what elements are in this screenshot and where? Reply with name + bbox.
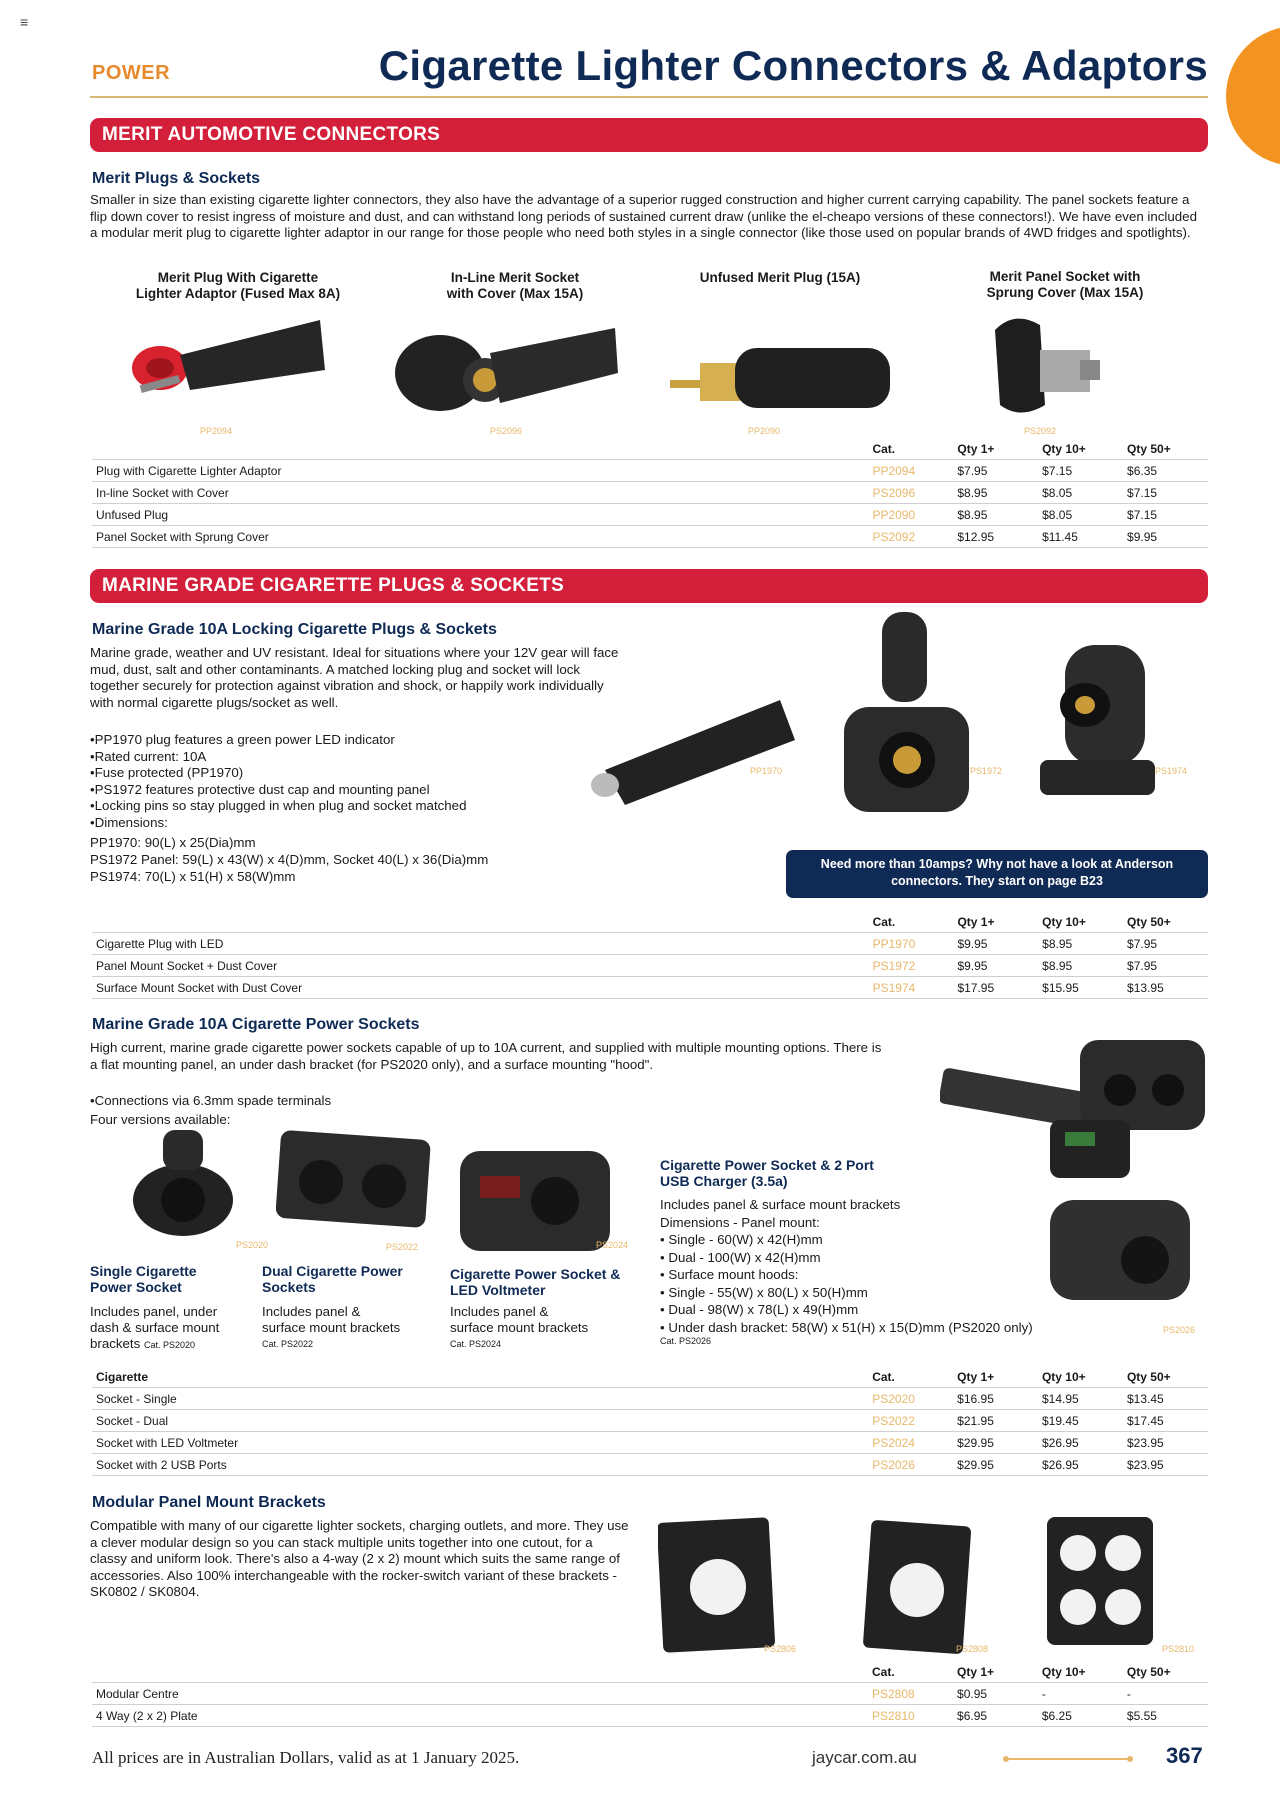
power-price-table (92, 1366, 1208, 1476)
product-caption-ps2092: Merit Panel Socket with Sprung Cover (Max 15A) (986, 269, 1144, 300)
table-row: Unfused Plug PP2090 $8.95 $8.05 $7.15 (92, 504, 1208, 526)
locking-subtitle: Marine Grade 10A Locking Cigarette Plugs & Sockets (92, 621, 497, 638)
power-intro: High current, marine grade cigarette power sockets capable of up to 10A current, and supplied with multiple mounting options. There is a flat mounting panel, an under dash bracket (for PS2020 only), and a surface mounting "hood". (90, 1040, 882, 1072)
table-row: Panel Mount Socket + Dust Cover PS1972 $9.95 $8.95 $7.95 (92, 955, 1208, 977)
modular-subtitle: Modular Panel Mount Brackets (92, 1494, 326, 1511)
list-item: • Connections via 6.3mm spade terminals (90, 1093, 331, 1110)
single-socket-image (128, 1130, 248, 1240)
table-row: Surface Mount Socket with Dust Cover PS1974 $17.95 $15.95 $13.95 (92, 977, 1208, 999)
footer-divider (1006, 1758, 1130, 1760)
code-label-ps1974: PS1974 (1155, 766, 1188, 776)
table-row: Socket - Dual PS2022 $21.95 $19.45 $17.45 (92, 1410, 1208, 1432)
voltmeter-socket-image (455, 1136, 615, 1256)
code-label-ps2808: PS2808 (956, 1644, 989, 1654)
code-label-ps2810: PS2810 (1162, 1644, 1195, 1654)
product-caption-pp2094: Merit Plug With Cigarette Lighter Adaptor (Fused Max 8A) (135, 270, 341, 301)
product-caption-pp2090: Unfused Merit Plug (15A) (699, 270, 861, 285)
code-label-pp2090: PP2090 (748, 426, 781, 436)
table-row: Cigarette Plug with LED PP1970 $9.95 $8.95 $7.95 (92, 933, 1208, 955)
code-label-ps2020: PS2020 (236, 1240, 269, 1250)
versions-label: Four versions available: (90, 1112, 231, 1127)
locking-intro: Marine grade, weather and UV resistant. Ideal for situations where your 12V gear will face mud, dust, salt and other contaminants. A matched locking plug and socket will lock together securely for protection against vibration and shock, or happily work individually with normal cigarette plugs/socket as well. (90, 645, 619, 710)
inline-merit-socket-image (390, 318, 620, 418)
table-header-row: Cat. Qty 1+ Qty 10+ Qty 50+ (872, 1664, 1171, 1679)
title-divider (90, 96, 1208, 98)
code-label-pp2094: PP2094 (200, 426, 233, 436)
item-desc-usb: Includes panel & surface mount brackets Dimensions - Panel mount: • Single - 60(W) x 42(H)mm • Dual - 100(W) x 42(H)mm • Surface mount hoods: • Single - 55(W) x 80(L) x 50(H)mm • Dual - 98(W) x 78(L) x 49(H)mm • Under dash bracket: 58(W) x 51(H) x 15(D)mm (PS2020 only) Cat. PS2026 (660, 1197, 1033, 1346)
table-header-row: Cat. Qty 1+ Qty 10+ Qty 50+ (872, 441, 1171, 456)
table-row: Socket with LED Voltmeter PS2024 $29.95 $26.95 $23.95 (92, 1432, 1208, 1454)
footer-price-note: All prices are in Australian Dollars, valid as at 1 January 2025. (92, 1748, 520, 1767)
code-label-ps2096: PS2096 (490, 426, 523, 436)
list-item: • Locking pins so stay plugged in when plug and socket matched (90, 798, 650, 815)
item-desc-dual: Includes panel & surface mount brackets Cat. PS2022 (262, 1304, 401, 1349)
code-label-ps1972: PS1972 (970, 766, 1003, 776)
list-item: • PS1972 features protective dust cap and mounting panel (90, 782, 650, 799)
unfused-merit-plug-image (670, 318, 900, 418)
code-label-ps2092: PS2092 (1024, 426, 1057, 436)
list-item: • Rated current: 10A (90, 749, 650, 766)
code-label-ps2022: PS2022 (386, 1242, 419, 1252)
page-title: Cigarette Lighter Connectors & Adaptors (378, 42, 1208, 89)
list-item: • Fuse protected (PP1970) (90, 765, 650, 782)
dual-socket-image (276, 1130, 432, 1230)
table-row: Plug with Cigarette Lighter Adaptor PP2094 $7.95 $7.15 $6.35 (92, 460, 1208, 482)
footer-url[interactable]: jaycar.com.au (812, 1748, 917, 1767)
code-label-ps2026: PS2026 (1163, 1325, 1196, 1335)
item-desc-single: Includes panel, under dash & surface mount brackets Cat. PS2020 (90, 1304, 220, 1351)
four-way-plate-image (1045, 1515, 1157, 1650)
surface-socket-image (1040, 645, 1160, 815)
table-header-row: Cigarette Cat. Qty 1+ Qty 10+ Qty 50+ (96, 1369, 1171, 1384)
section-tag: POWER (92, 62, 171, 84)
item-title-dual: Dual Cigarette Power Sockets (262, 1263, 403, 1295)
anderson-callout: Need more than 10amps? Why not have a look at Anderson connectors. They start on page B23 (786, 850, 1208, 898)
table-row: 4 Way (2 x 2) Plate PS2810 $6.95 $6.25 $5.55 (92, 1705, 1208, 1727)
hamburger-icon[interactable]: ≡ (20, 14, 29, 30)
item-desc-voltmeter: Includes panel & surface mount brackets Cat. PS2024 (450, 1304, 589, 1349)
locking-plug-image (585, 690, 800, 810)
marine-banner: MARINE GRADE CIGARETTE PLUGS & SOCKETS (90, 569, 1208, 603)
merit-subtitle: Merit Plugs & Sockets (92, 170, 261, 187)
locking-bullets (90, 732, 650, 831)
page-number: 367 (1166, 1743, 1203, 1768)
merit-plug-adaptor-image (120, 310, 330, 420)
code-label-ps2806: PS2806 (764, 1644, 797, 1654)
locking-price-table (92, 911, 1208, 999)
item-title-usb: Cigarette Power Socket & 2 Port USB Charger (3.5a) (660, 1157, 874, 1189)
modular-intro: Compatible with many of our cigarette lighter sockets, charging outlets, and more. They use a clever modular design so you can stack multiple units together into one cutout, for a classy and uniform look. There's also a 4-way (2 x 2) mount which suits the same range of accessories. Also 100% interchangeable with the rocker-switch variant of these brackets - SK0802 / SK0804. (90, 1518, 629, 1599)
table-row: In-line Socket with Cover PS2096 $8.95 $8.05 $7.15 (92, 482, 1208, 504)
code-label-ps2024: PS2024 (596, 1240, 629, 1250)
table-row: Modular Centre PS2808 $0.95 - - (92, 1683, 1208, 1705)
code-label-pp1970: PP1970 (750, 766, 783, 776)
locking-panel-socket-image (842, 612, 972, 817)
product-caption-ps2096: In-Line Merit Socket with Cover (Max 15A) (446, 270, 584, 301)
list-item: • PP1970 plug features a green power LED indicator (90, 732, 650, 749)
table-row: Socket - Single PS2020 $16.95 $14.95 $13.45 (92, 1388, 1208, 1410)
table-row: Panel Socket with Sprung Cover PS2092 $12.95 $11.45 $9.95 (92, 526, 1208, 548)
list-item: • Dimensions: (90, 815, 650, 832)
orange-tab-decoration (1226, 26, 1280, 166)
modular-price-table (92, 1661, 1208, 1727)
locking-dimensions: PP1970: 90(L) x 25(Dia)mm PS1972 Panel: 59(L) x 43(W) x 4(D)mm, Socket 40(L) x 36(Dia)mm PS1974: 70(L) x 51(H) x 58(W)mm (90, 835, 489, 884)
merit-price-table (92, 438, 1208, 548)
table-header-row: Cat. Qty 1+ Qty 10+ Qty 50+ (872, 914, 1171, 929)
item-title-voltmeter: Cigarette Power Socket & LED Voltmeter (450, 1266, 621, 1298)
modular-end-bracket-image (658, 1515, 778, 1655)
power-subtitle: Marine Grade 10A Cigarette Power Sockets (92, 1016, 420, 1033)
item-title-single: Single Cigarette Power Socket (90, 1263, 197, 1295)
merit-banner: MERIT AUTOMOTIVE CONNECTORS (90, 118, 1208, 152)
modular-centre-bracket-image (862, 1518, 972, 1658)
power-bullets (90, 1093, 331, 1110)
table-row: Socket with 2 USB Ports PS2026 $29.95 $26.95 $23.95 (92, 1454, 1208, 1476)
merit-intro: Smaller in size than existing cigarette lighter connectors, they also have the advantage of a superior rugged construction and higher current carrying capability. The panel sockets feature a flip down cover to resist ingress of moisture and dust, and can withstand long periods of sustained current draw (unlike the el-cheapo versions of these connectors!). We have even included a modular merit plug to cigarette lighter adaptor in our range for those people who need both styles in a single connector (like those used on popular brands of 4WD fridges and spotlights). (90, 192, 1197, 240)
merit-panel-socket-image (985, 310, 1105, 425)
